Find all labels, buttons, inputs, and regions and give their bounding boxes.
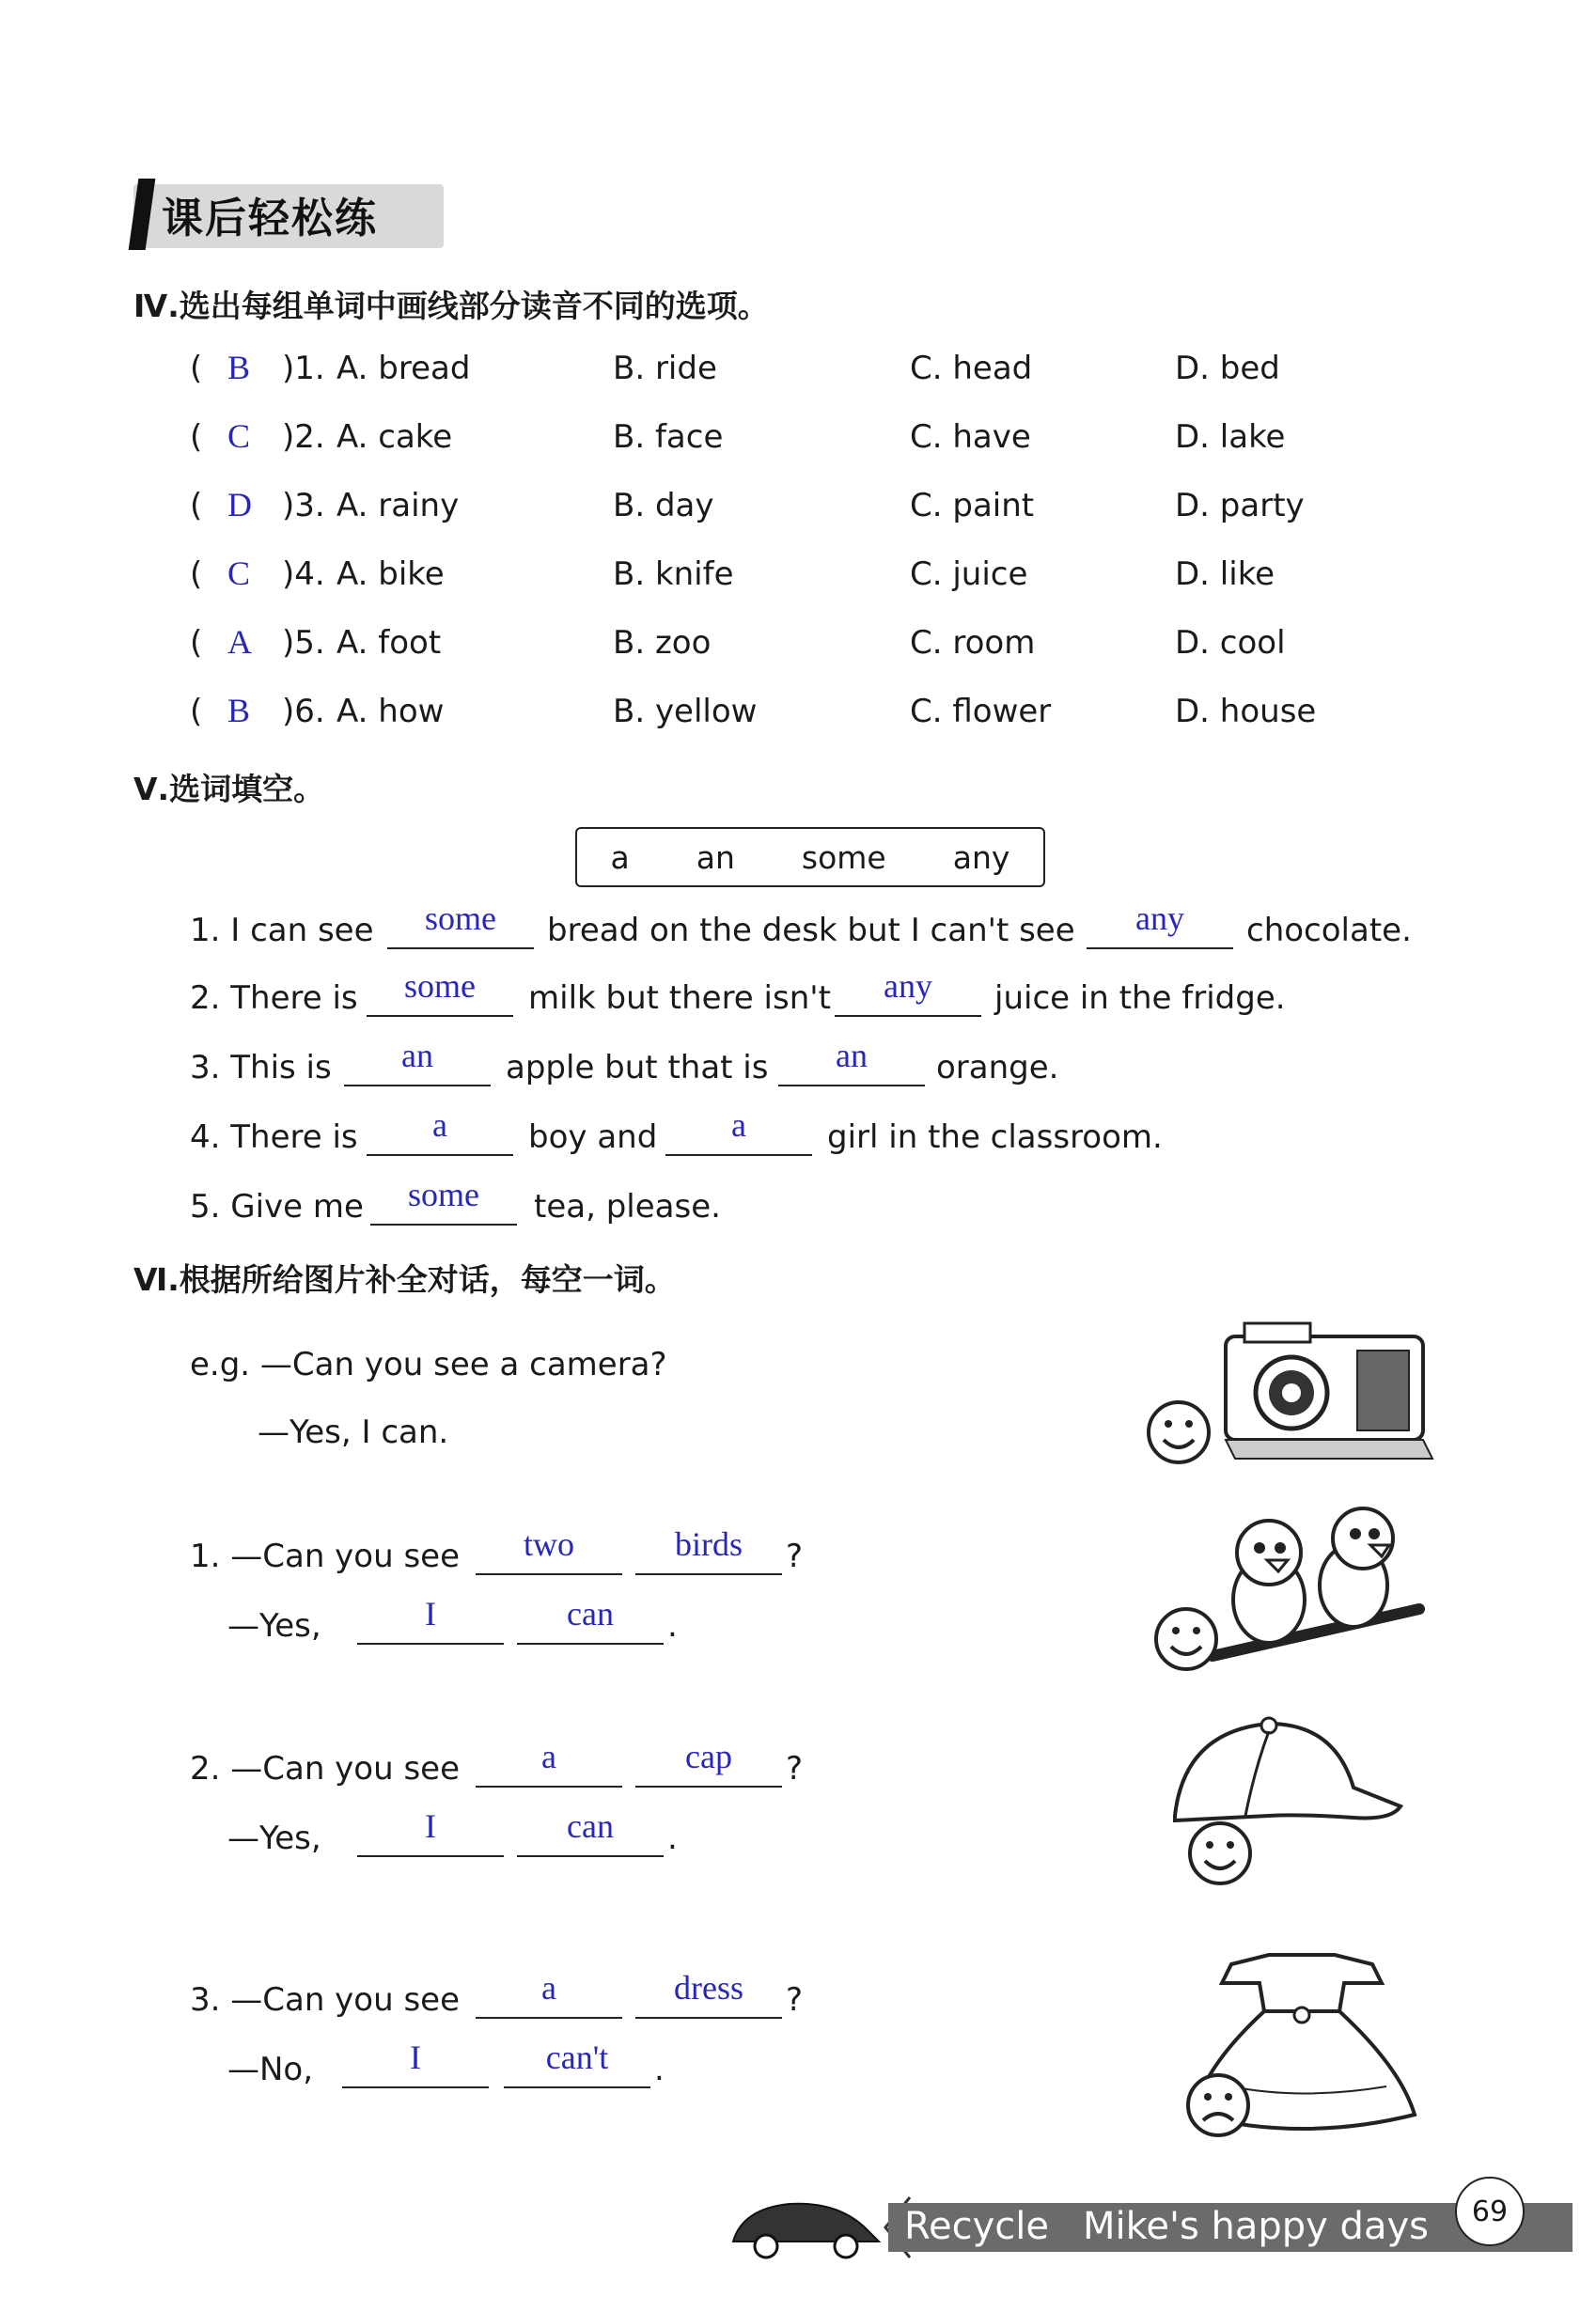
dialog-answer: can [567,1595,614,1632]
option-d: D. bed [1175,350,1280,387]
option-a: A. cake [336,418,453,456]
fill-blank [387,947,534,949]
period: . [654,2051,665,2088]
question-answer: C [227,555,251,592]
fill-item-4-text3: girl in the classroom. [827,1118,1163,1156]
dialog-blank [635,1573,782,1575]
fill-answer: any [884,967,932,1005]
dialog-blank [476,1786,622,1788]
question-answer: D [227,486,252,523]
dress-illustration [1175,1936,1429,2143]
example-answer: —Yes, I can. [258,1414,449,1451]
fill-answer: an [401,1037,433,1074]
dialog-answer: cap [685,1738,732,1775]
option-b: B. knife [613,555,734,593]
fill-answer: any [1135,899,1184,937]
fill-item-2-text2: milk but there isn't [528,979,831,1017]
question-answer: A [227,623,252,661]
answer-paren-open: ( [190,555,203,593]
period: . [667,1820,678,1857]
dialog-2-answer: —Yes, [227,1820,321,1857]
fill-item-3-text3: orange. [936,1049,1059,1086]
option-b: B. yellow [613,693,758,730]
two-birds-illustration [1147,1496,1429,1684]
fill-item-3-text1: 3. This is [190,1049,332,1086]
option-a: A. foot [336,624,442,662]
dialog-blank [635,1786,782,1788]
fill-item-1-text2: bread on the desk but I can't see [547,912,1075,949]
question-mark: ? [786,1750,804,1788]
dialog-blank [357,1643,504,1645]
fill-answer: some [404,967,476,1005]
example-question: e.g. —Can you see a camera? [190,1346,667,1383]
answer-paren-open: ( [190,350,203,387]
option-a: A. bike [336,555,445,593]
word-bank-box [575,827,1045,887]
option-c: C. flower [910,693,1052,730]
question-number: )2. [282,418,325,456]
section-5-title: Ⅴ.选词填空。 [133,771,325,807]
question-answer: B [227,692,251,729]
dialog-1-answer: —Yes, [227,1607,321,1645]
answer-paren-open: ( [190,418,203,456]
dialog-answer: I [425,1595,436,1632]
word-bank-item: any [952,838,1010,876]
dialog-answer: a [541,1969,556,2007]
word-bank-item: some [801,838,886,876]
fill-item-1-text1: 1. I can see [190,912,374,949]
dialog-answer: can't [545,2039,609,2076]
smiley-happy-icon [1190,1823,1250,1883]
section-header-title: 课后轻松练 [162,195,378,242]
word-bank-item: a [610,838,630,876]
question-number: )3. [282,487,325,524]
question-number: )4. [282,555,325,593]
fill-answer: an [836,1037,868,1074]
question-mark: ? [786,1981,804,2019]
period: . [667,1607,678,1645]
dialog-blank [504,2086,650,2088]
fill-blank [344,1085,491,1086]
section-4-title: Ⅳ.选出每组单词中画线部分读音不同的选项。 [133,288,769,324]
smiley-sad-icon [1188,2075,1248,2135]
answer-paren-open: ( [190,693,203,730]
option-b: B. face [613,418,724,456]
fill-item-5-text2: tea, please. [534,1188,721,1226]
dialog-answer: two [524,1525,574,1563]
fill-item-2-text1: 2. There is [190,979,358,1017]
option-a: A. bread [336,350,471,387]
question-number: )6. [282,693,325,730]
dialog-answer: a [541,1738,556,1775]
option-d: D. party [1175,487,1305,524]
dialog-blank [517,1855,664,1857]
dialog-blank [357,1855,504,1857]
fill-blank [835,1015,981,1017]
footer-title: Mike's happy days [1083,2205,1429,2248]
option-a: A. how [336,693,445,730]
dialog-blank [342,2086,489,2088]
dialog-blank [476,1573,622,1575]
question-number: )5. [282,624,325,662]
dialog-blank [635,2017,782,2019]
question-number: )1. [282,350,325,387]
answer-paren-open: ( [190,624,203,662]
fill-blank [778,1085,925,1086]
fill-blank [370,1224,517,1226]
option-c: C. room [910,624,1036,662]
question-mark: ? [786,1538,804,1575]
cap-illustration [1166,1712,1410,1900]
option-a: A. rainy [336,487,460,524]
dialog-answer: I [410,2039,421,2076]
fill-blank [1087,947,1233,949]
dialog-1-question: 1. —Can you see [190,1538,461,1575]
dialog-answer: I [425,1807,436,1845]
fill-item-1-text3: chocolate. [1246,912,1412,949]
option-c: C. head [910,350,1033,387]
option-c: C. paint [910,487,1035,524]
dialog-3-question: 3. —Can you see [190,1981,461,2019]
dialog-blank [517,1643,664,1645]
fill-item-4-text1: 4. There is [190,1118,358,1156]
fill-answer: some [425,899,496,937]
fill-item-2-text3: juice in the fridge. [994,979,1286,1017]
page-number: 69 [1455,2177,1525,2246]
option-b: B. zoo [613,624,712,662]
fill-answer: a [731,1106,746,1144]
fill-blank [665,1154,812,1156]
answer-paren-open: ( [190,487,203,524]
fill-answer: a [432,1106,447,1144]
smiley-happy-icon [1156,1609,1216,1669]
footer-unit: Recycle [904,2205,1049,2248]
option-c: C. juice [910,555,1028,593]
dialog-3-answer: —No, [227,2051,314,2088]
option-d: D. house [1175,693,1317,730]
option-b: B. day [613,487,714,524]
fill-item-5-text1: 5. Give me [190,1188,364,1226]
dialog-answer: can [567,1807,614,1845]
fill-blank [367,1015,513,1017]
fill-answer: some [408,1176,479,1213]
dialog-2-question: 2. —Can you see [190,1750,461,1788]
car-icon [724,2190,893,2265]
dialog-blank [476,2017,622,2019]
fill-blank [367,1154,513,1156]
option-d: D. lake [1175,418,1286,456]
smiley-happy-icon [1149,1402,1209,1462]
option-d: D. cool [1175,624,1286,662]
fill-item-4-text2: boy and [528,1118,658,1156]
dialog-answer: dress [674,1969,743,2007]
word-bank-item: an [696,838,735,876]
option-d: D. like [1175,555,1275,593]
option-c: C. have [910,418,1031,456]
question-answer: C [227,417,251,455]
fill-item-3-text2: apple but that is [506,1049,769,1086]
dialog-answer: birds [675,1525,743,1563]
option-b: B. ride [613,350,717,387]
camera-illustration [1141,1318,1442,1487]
question-answer: B [227,349,251,386]
section-6-title: Ⅵ.根据所给图片补全对话，每空一词。 [133,1261,676,1298]
